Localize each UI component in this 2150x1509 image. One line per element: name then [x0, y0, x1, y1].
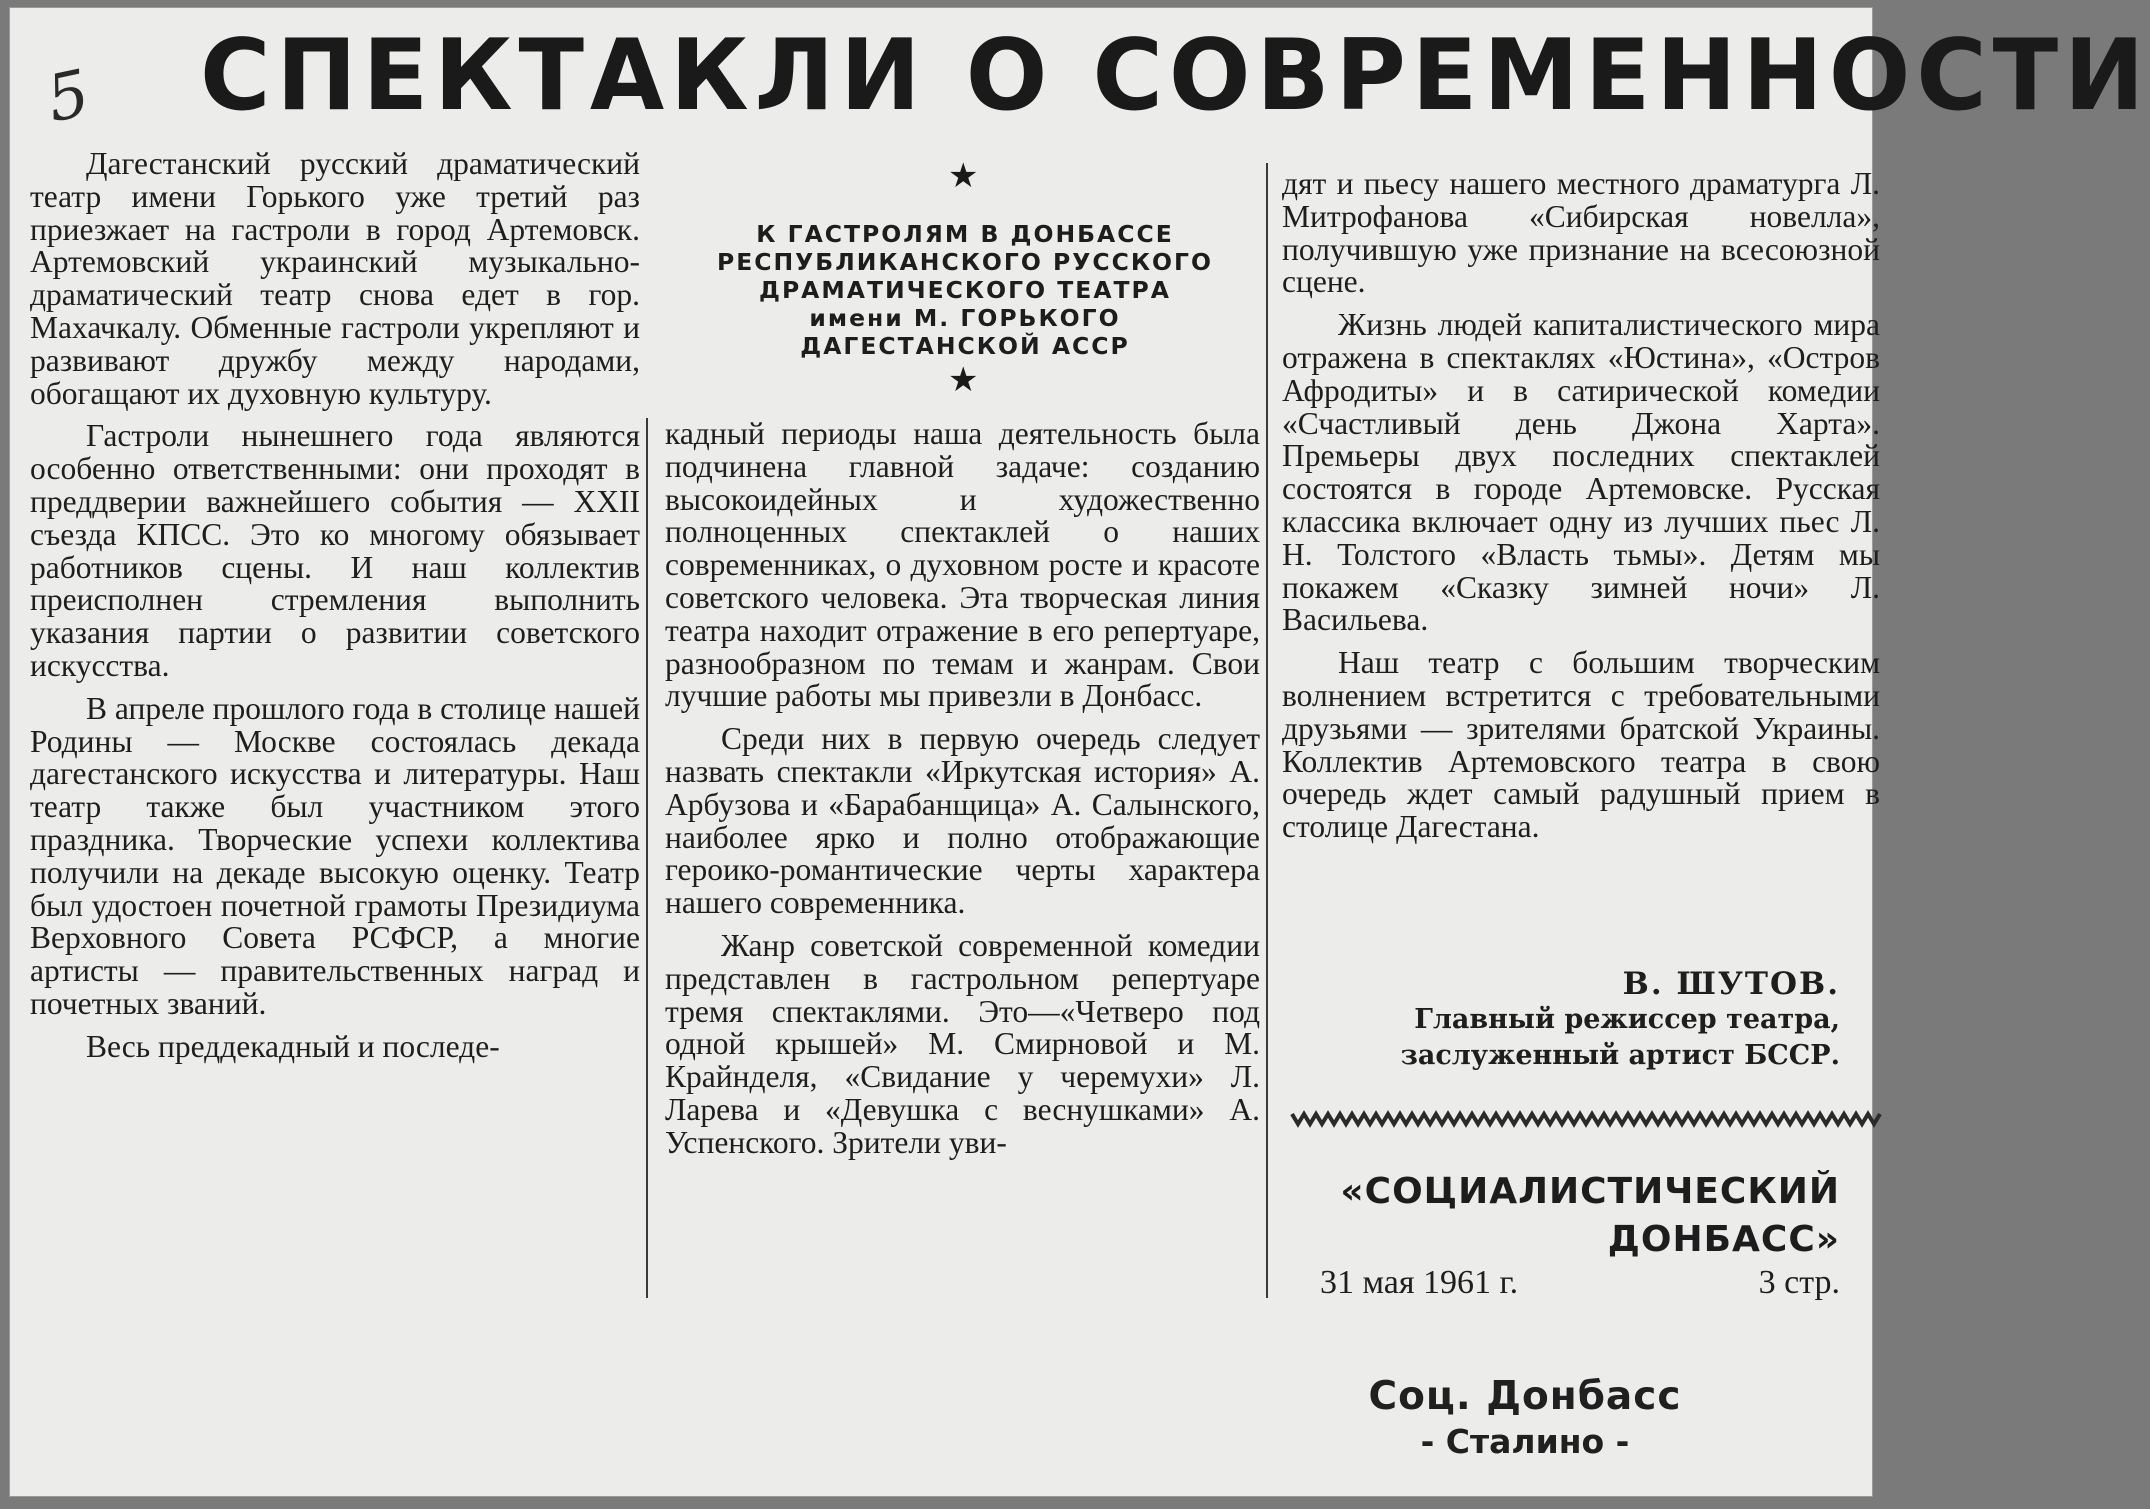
paragraph: дят и пьесу нашего местного драматурга Л. Митрофанова «Сибирская новелла», получившую уже признание на всесоюзной сцене. — [1282, 166, 1880, 300]
column-divider — [1266, 163, 1268, 1298]
author-name: В. ШУТОВ. — [1622, 966, 1840, 1002]
subheading-line: ДАГЕСТАНСКОЙ АССР — [800, 332, 1130, 360]
subheading-line: К ГАСТРОЛЯМ В ДОНБАССЕ — [756, 220, 1174, 248]
paragraph: Гастроли нынешнего года являются особенно ответственными: они проходят в преддверии важнейшего события — XXII съезда КПСС. Это ко многому обязывает работников сцены. И наш коллектив преисполнен стремления выполнить указания партии о развитии советского искусства. — [30, 418, 640, 683]
paragraph: Среди них в первую очередь следует назвать спектакли «Иркутская история» А. Арбузова и «Барабанщица» А. Салынского, наиболее ярко и полно отображающие героико-романтические черты характера нашего современника. — [665, 721, 1260, 921]
paragraph: Наш театр с большим творческим волнением встретится с требовательными друзьями — зрителями братской Украины. Коллектив Артемовского театра в свою очередь ждет самый радушный прием в столице Дагестана. — [1282, 645, 1880, 845]
author-signature — [1310, 966, 1840, 1074]
paragraph: В апреле прошлого года в столице нашей Родины — Москве состоялась декада дагестанского искусства и литературы. Наш театр также был участником этого праздника. Творческие успехи коллектива получили на декаде высокую оценку. Театр был удостоен почетной грамоты Президиума Верховного Совета РСФСР, а многие артисты — правительственных наград и почетных званий. — [30, 690, 640, 1021]
author-title: заслуженный артист БССР. — [1400, 1040, 1840, 1071]
source-stamp — [1345, 1373, 1705, 1463]
newspaper-name-line: «СОЦИАЛИСТИЧЕСКИЙ — [1340, 1171, 1840, 1212]
subheading-line: РЕСПУБЛИКАНСКОГО РУССКОГО — [716, 248, 1213, 276]
paragraph: Жизнь людей капиталистического мира отражена в спектаклях «Юстина», «Остров Афродиты» и в сатирической комедии «Счастливый день Джона Харта». Премьеры двух последних спектаклей состоятся в городе Артемовске. Русская классика включает одну из лучших пьес Л. Н. Толстого «Власть тьмы». Детям мы покажем «Сказку зимней ночи» Л. Васильева. — [1282, 307, 1880, 638]
newspaper-clipping — [10, 8, 2150, 1496]
handwritten-number: 5 — [40, 56, 96, 138]
page-number: 3 стр. — [1758, 1264, 1840, 1301]
article-headline: СПЕКТАКЛИ О СОВРЕМЕННОСТИ — [200, 19, 2150, 133]
publication-date: 31 мая 1961 г. — [1320, 1264, 1519, 1301]
newspaper-name-line: ДОНБАСС» — [1607, 1219, 1840, 1260]
paragraph: Жанр советской современной комедии представлен в гастрольном репертуаре тремя спектаклями. Это—«Четверо под одной крышей» М. Смирновой и М. Крайнделя, «Свидание у черемухи» Л. Ларева и «Девушка с веснушками» А. Успенского. Зрители уви- — [665, 927, 1260, 1160]
column-left — [30, 148, 640, 1074]
newspaper-name — [1300, 1168, 1840, 1264]
subheading-line: имени М. ГОРЬКОГО — [809, 304, 1121, 332]
paragraph: кадный периоды наша деятельность была подчинена главной задаче: созданию высокоидейных и художественно полноценных спектаклей о наших современниках, о духовном росте и красоте советского человека. Эта творческая линия театра находит отражение в его репертуаре, разнообразном по темам и жанрам. Свои лучшие работы мы привезли в Донбасс. — [665, 416, 1260, 714]
paragraph: Дагестанский русский драматический театр имени Горького уже третий раз приезжает на гастроли в город Артемовск. Артемовский украинский музыкально-драматический театр снова едет в гор. Махачкалу. Обменные гастроли укрепляют и развивают дружбу между народами, обогащают их духовную культуру. — [30, 146, 640, 411]
author-role: Главный режиссер театра, — [1414, 1004, 1840, 1035]
zigzag-divider — [1292, 1112, 1882, 1126]
column-right — [1282, 168, 1880, 854]
subheading-line: ДРАМАТИЧЕСКОГО ТЕАТРА — [759, 276, 1171, 304]
star-icon: ★ — [948, 156, 979, 196]
stamp-line: Соц. Донбасс — [1368, 1374, 1682, 1419]
column-middle — [665, 418, 1260, 1170]
star-icon: ★ — [948, 360, 979, 400]
article-subheading — [670, 220, 1260, 360]
column-divider — [646, 418, 648, 1298]
paragraph: Весь преддекадный и последе- — [86, 1028, 500, 1064]
stamp-line: - Сталино - — [1420, 1422, 1630, 1461]
